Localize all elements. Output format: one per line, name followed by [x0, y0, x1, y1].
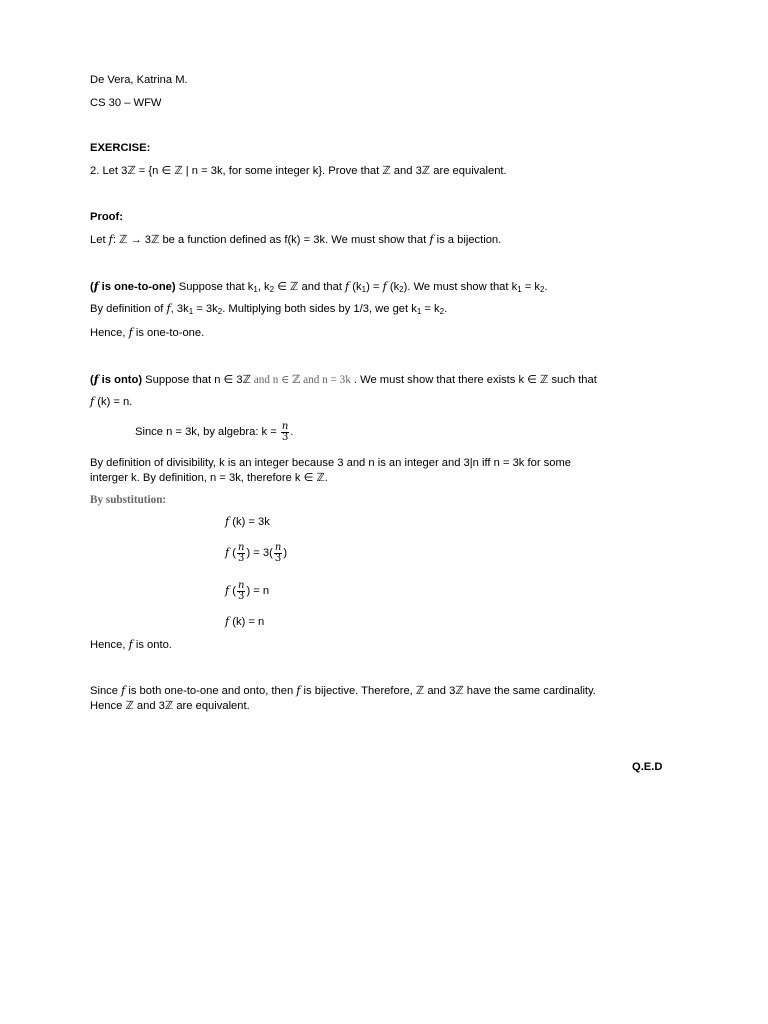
onto-label: (f is onto) — [90, 372, 143, 386]
onto-statement: (f is onto) Suppose that n ∈ 3ℤ and n ∈ ℤ and n = 3k . We must show that there exists k ∈ ℤ such that — [90, 372, 597, 386]
author-name: De Vera, Katrina M. — [90, 74, 188, 86]
proof-intro: Let f: ℤ → 3ℤ be a function defined as f(k) = 3k. We must show that f is a bijection. — [90, 233, 502, 246]
exercise-heading: EXERCISE: — [90, 142, 151, 154]
divisibility-line-2: interger k. By definition, n = 3k, therefore k ∈ ℤ. — [90, 472, 328, 484]
onto-conclusion: Hence, f is onto. — [90, 638, 172, 651]
substitution-eq-2: f ( $\frac{n}{3}$ ) = 3( $\frac{n}{3}$ ) — [225, 541, 288, 564]
substitution-eq-1: f (k) = 3k — [225, 515, 270, 528]
onto-statement-cont: f (k) = n. — [90, 395, 133, 408]
divisibility-line-1: By definition of divisibility, k is an integer because 3 and n is an integer and 3|n iff n = 3k for some — [90, 457, 572, 469]
course-code: CS 30 – WFW — [90, 97, 162, 109]
exercise-problem: 2. Let 3ℤ = {n ∈ ℤ | n = 3k, for some integer k}. Prove that ℤ and 3ℤ are equivalent. — [90, 165, 507, 177]
one-to-one-conclusion: Hence, f is one-to-one. — [90, 326, 205, 339]
onto-algebra: Since n = 3k, by algebra: k = $\frac{n}{3}$ . — [135, 420, 294, 443]
one-to-one-statement: (f is one-to-one) Suppose that $k_1$, $k_2$ ∈ ℤ and that f $(k_1) = f$ $(k_2)$. We must show that $k_1 = k_2$. — [90, 279, 548, 294]
one-to-one-label: (f is one-to-one) — [90, 279, 176, 293]
substitution-eq-4: f (k) = n — [225, 615, 265, 628]
substitution-eq-3: f ( $\frac{n}{3}$ ) = n — [225, 579, 270, 602]
substitution-heading: By substitution: — [90, 494, 167, 506]
qed-mark: Q.E.D — [632, 761, 663, 773]
final-statement-1: Since f is both one-to-one and onto, then f is bijective. Therefore, ℤ and 3ℤ have the same cardinality. — [90, 684, 596, 697]
proof-heading: Proof: — [90, 211, 123, 223]
fraction-n-over-3: $\frac{n}{3}$ — [281, 420, 289, 443]
one-to-one-derivation: By definition of f, $3k_1 = 3k_2$. Multiplying both sides by 1/3, we get $k_1 = k_2$. — [90, 302, 448, 316]
final-statement-2: Hence ℤ and 3ℤ are equivalent. — [90, 700, 250, 712]
